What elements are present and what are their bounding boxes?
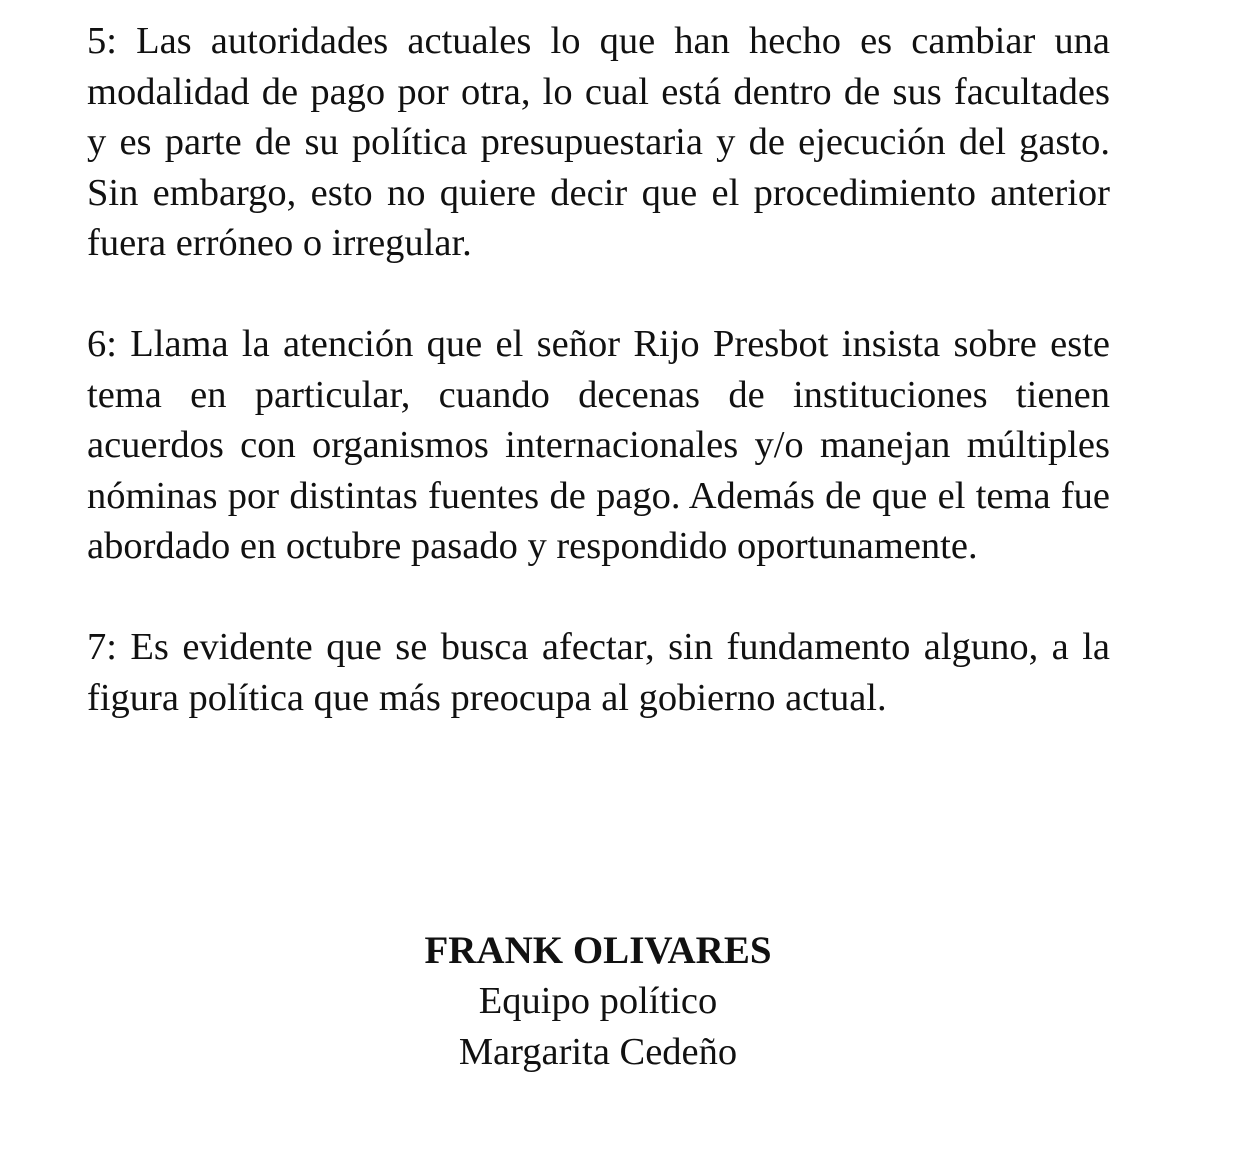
signature-block (0, 925, 1196, 1077)
paragraph-6: 6: Llama la atención que el señor Rijo Presbot insista sobre este tema en particular, cuando decenas de instituciones tienen acuerdos con organismos internacionales y/o manejan múltiples nóminas por distintas fuentes de pago. Además de que el tema fue abordado en octubre pasado y respondido oportunamente. (87, 322, 1110, 568)
paragraph-7: 7: Es evidente que se busca afectar, sin fundamento alguno, a la figura política que más preocupa al gobierno actual. (87, 625, 1110, 719)
document-body (87, 16, 1110, 773)
paragraph-5: 5: Las autoridades actuales lo que han hecho es cambiar una modalidad de pago por otra, lo cual está dentro de sus facultades y es parte de su política presupuestaria y de ejecución del gasto. Sin embargo, esto no quiere decir que el procedimiento anterior fuera erróneo o irregular. (87, 20, 1110, 265)
signature-organization: Margarita Cedeño (458, 1030, 738, 1073)
signature-name: FRANK OLIVARES (424, 929, 772, 972)
signature-role: Equipo político (478, 980, 718, 1022)
